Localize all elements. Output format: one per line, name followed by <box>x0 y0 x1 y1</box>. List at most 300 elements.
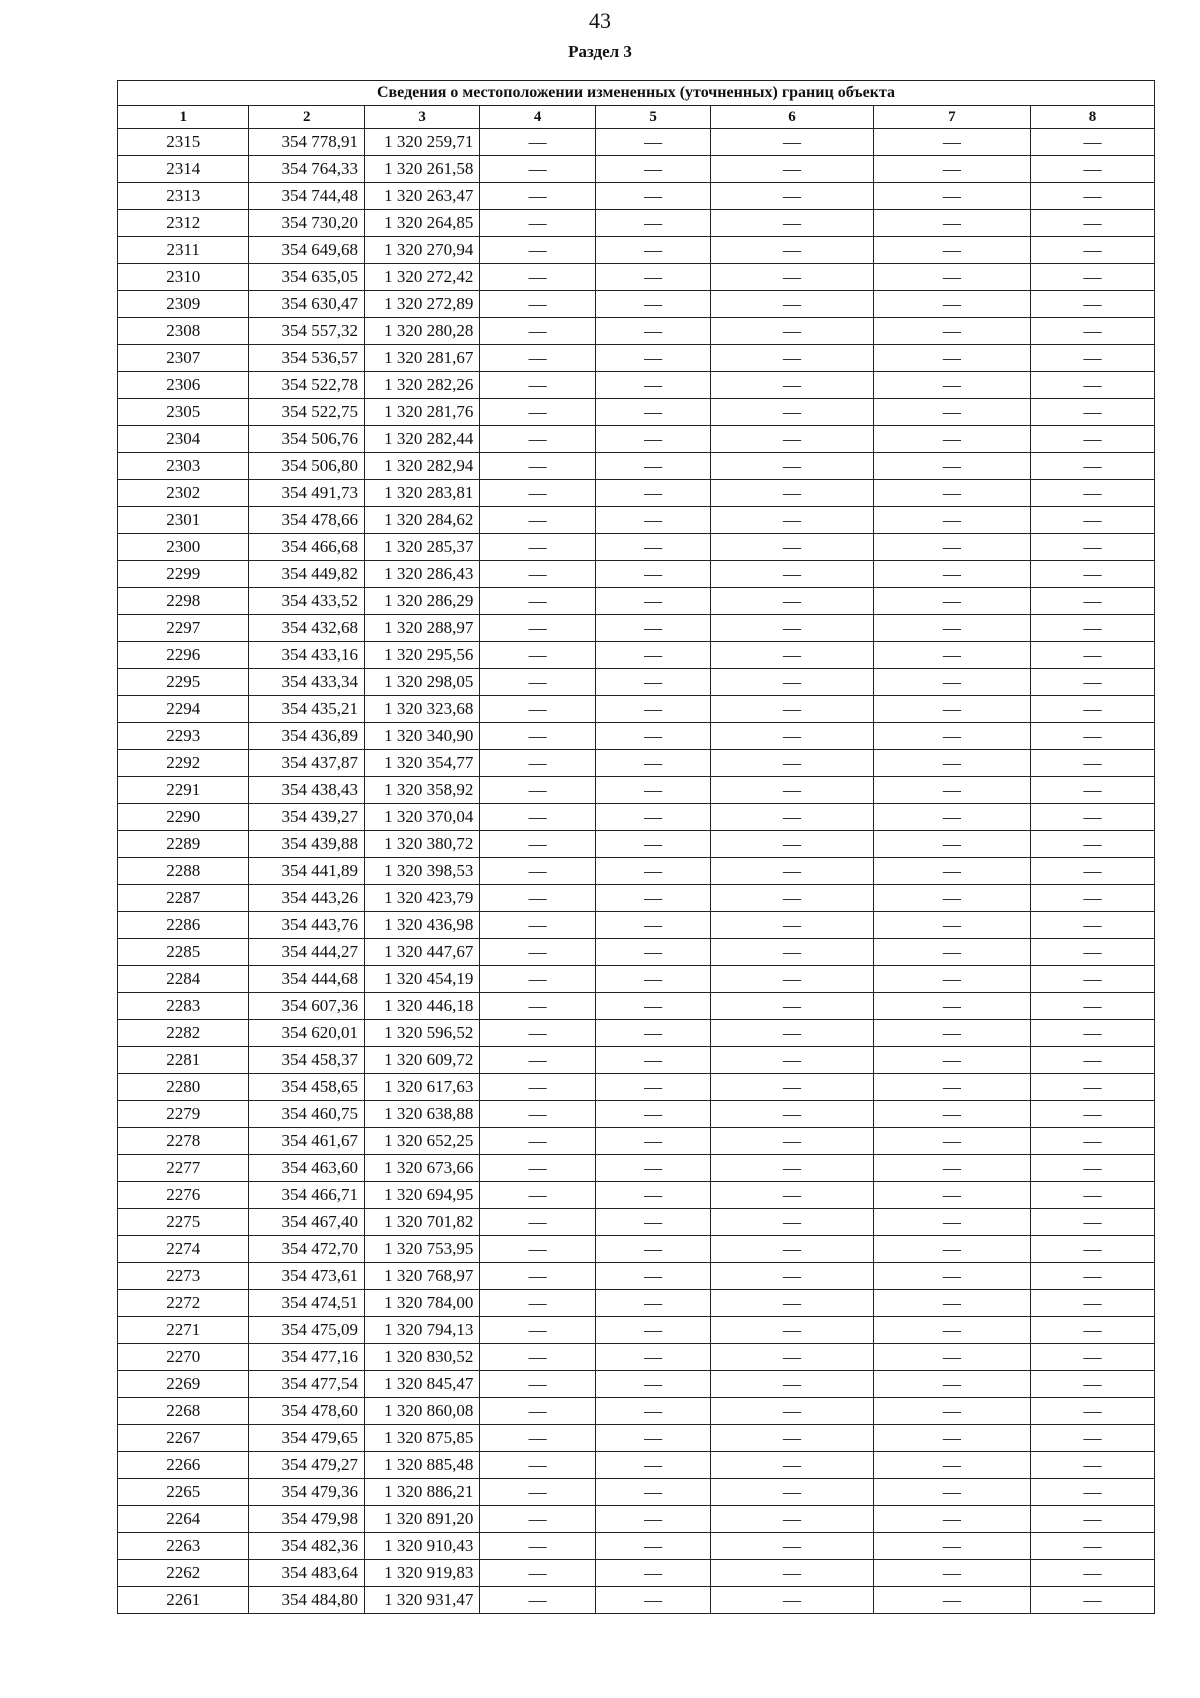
empty-value-cell: — <box>711 1560 873 1587</box>
empty-value-cell: — <box>711 1398 873 1425</box>
y-coordinate-cell: 1 320 652,25 <box>364 1128 479 1155</box>
point-number-cell: 2301 <box>118 507 249 534</box>
empty-value-cell: — <box>711 777 873 804</box>
empty-value-cell: — <box>480 426 595 453</box>
empty-value-cell: — <box>873 642 1030 669</box>
x-coordinate-cell: 354 432,68 <box>249 615 364 642</box>
empty-value-cell: — <box>595 804 710 831</box>
empty-value-cell: — <box>595 453 710 480</box>
empty-value-cell: — <box>480 534 595 561</box>
empty-value-cell: — <box>595 1452 710 1479</box>
point-number-cell: 2307 <box>118 345 249 372</box>
empty-value-cell: — <box>480 993 595 1020</box>
table-row <box>118 1587 1155 1614</box>
empty-value-cell: — <box>1030 453 1154 480</box>
empty-value-cell: — <box>595 1290 710 1317</box>
empty-value-cell: — <box>711 1533 873 1560</box>
point-number-cell: 2299 <box>118 561 249 588</box>
table-row <box>118 480 1155 507</box>
x-coordinate-cell: 354 466,71 <box>249 1182 364 1209</box>
empty-value-cell: — <box>711 264 873 291</box>
empty-value-cell: — <box>480 1344 595 1371</box>
empty-value-cell: — <box>480 669 595 696</box>
x-coordinate-cell: 354 477,16 <box>249 1344 364 1371</box>
point-number-cell: 2294 <box>118 696 249 723</box>
point-number-cell: 2282 <box>118 1020 249 1047</box>
point-number-cell: 2289 <box>118 831 249 858</box>
x-coordinate-cell: 354 474,51 <box>249 1290 364 1317</box>
empty-value-cell: — <box>873 858 1030 885</box>
empty-value-cell: — <box>595 696 710 723</box>
empty-value-cell: — <box>480 1560 595 1587</box>
empty-value-cell: — <box>873 1344 1030 1371</box>
column-number: 2 <box>249 106 364 129</box>
y-coordinate-cell: 1 320 768,97 <box>364 1263 479 1290</box>
empty-value-cell: — <box>873 615 1030 642</box>
x-coordinate-cell: 354 473,61 <box>249 1263 364 1290</box>
empty-value-cell: — <box>1030 372 1154 399</box>
empty-value-cell: — <box>873 318 1030 345</box>
empty-value-cell: — <box>711 534 873 561</box>
y-coordinate-cell: 1 320 794,13 <box>364 1317 479 1344</box>
empty-value-cell: — <box>1030 1209 1154 1236</box>
empty-value-cell: — <box>711 912 873 939</box>
x-coordinate-cell: 354 778,91 <box>249 129 364 156</box>
table-row <box>118 1398 1155 1425</box>
empty-value-cell: — <box>711 831 873 858</box>
x-coordinate-cell: 354 479,27 <box>249 1452 364 1479</box>
empty-value-cell: — <box>711 1020 873 1047</box>
table-row <box>118 534 1155 561</box>
y-coordinate-cell: 1 320 283,81 <box>364 480 479 507</box>
empty-value-cell: — <box>480 237 595 264</box>
point-number-cell: 2300 <box>118 534 249 561</box>
empty-value-cell: — <box>873 1074 1030 1101</box>
point-number-cell: 2279 <box>118 1101 249 1128</box>
empty-value-cell: — <box>873 561 1030 588</box>
table-row <box>118 993 1155 1020</box>
empty-value-cell: — <box>595 1371 710 1398</box>
empty-value-cell: — <box>873 1155 1030 1182</box>
empty-value-cell: — <box>595 156 710 183</box>
y-coordinate-cell: 1 320 281,67 <box>364 345 479 372</box>
x-coordinate-cell: 354 461,67 <box>249 1128 364 1155</box>
empty-value-cell: — <box>873 1101 1030 1128</box>
empty-value-cell: — <box>595 399 710 426</box>
empty-value-cell: — <box>595 615 710 642</box>
empty-value-cell: — <box>873 1128 1030 1155</box>
point-number-cell: 2273 <box>118 1263 249 1290</box>
empty-value-cell: — <box>711 237 873 264</box>
x-coordinate-cell: 354 484,80 <box>249 1587 364 1614</box>
table-row <box>118 399 1155 426</box>
empty-value-cell: — <box>711 1155 873 1182</box>
x-coordinate-cell: 354 433,52 <box>249 588 364 615</box>
empty-value-cell: — <box>1030 777 1154 804</box>
y-coordinate-cell: 1 320 286,43 <box>364 561 479 588</box>
point-number-cell: 2285 <box>118 939 249 966</box>
table-row <box>118 1452 1155 1479</box>
point-number-cell: 2314 <box>118 156 249 183</box>
empty-value-cell: — <box>1030 345 1154 372</box>
table-row <box>118 1479 1155 1506</box>
empty-value-cell: — <box>711 669 873 696</box>
empty-value-cell: — <box>595 669 710 696</box>
empty-value-cell: — <box>711 966 873 993</box>
empty-value-cell: — <box>873 1047 1030 1074</box>
y-coordinate-cell: 1 320 380,72 <box>364 831 479 858</box>
y-coordinate-cell: 1 320 288,97 <box>364 615 479 642</box>
table-row <box>118 831 1155 858</box>
y-coordinate-cell: 1 320 694,95 <box>364 1182 479 1209</box>
empty-value-cell: — <box>480 1479 595 1506</box>
point-number-cell: 2261 <box>118 1587 249 1614</box>
empty-value-cell: — <box>480 1317 595 1344</box>
empty-value-cell: — <box>711 1047 873 1074</box>
empty-value-cell: — <box>711 480 873 507</box>
empty-value-cell: — <box>595 1398 710 1425</box>
x-coordinate-cell: 354 439,88 <box>249 831 364 858</box>
point-number-cell: 2290 <box>118 804 249 831</box>
table-row <box>118 156 1155 183</box>
x-coordinate-cell: 354 557,32 <box>249 318 364 345</box>
empty-value-cell: — <box>711 372 873 399</box>
empty-value-cell: — <box>711 1182 873 1209</box>
empty-value-cell: — <box>1030 1236 1154 1263</box>
x-coordinate-cell: 354 635,05 <box>249 264 364 291</box>
empty-value-cell: — <box>480 1047 595 1074</box>
empty-value-cell: — <box>1030 1020 1154 1047</box>
empty-value-cell: — <box>1030 1533 1154 1560</box>
empty-value-cell: — <box>1030 642 1154 669</box>
x-coordinate-cell: 354 443,26 <box>249 885 364 912</box>
empty-value-cell: — <box>873 1209 1030 1236</box>
empty-value-cell: — <box>595 237 710 264</box>
table-row <box>118 939 1155 966</box>
x-coordinate-cell: 354 506,80 <box>249 453 364 480</box>
empty-value-cell: — <box>595 588 710 615</box>
empty-value-cell: — <box>873 345 1030 372</box>
empty-value-cell: — <box>595 1533 710 1560</box>
point-number-cell: 2286 <box>118 912 249 939</box>
empty-value-cell: — <box>873 831 1030 858</box>
empty-value-cell: — <box>595 966 710 993</box>
empty-value-cell: — <box>873 669 1030 696</box>
empty-value-cell: — <box>1030 1047 1154 1074</box>
empty-value-cell: — <box>480 318 595 345</box>
x-coordinate-cell: 354 433,16 <box>249 642 364 669</box>
empty-value-cell: — <box>480 1209 595 1236</box>
empty-value-cell: — <box>595 345 710 372</box>
y-coordinate-cell: 1 320 617,63 <box>364 1074 479 1101</box>
empty-value-cell: — <box>873 723 1030 750</box>
table-row <box>118 1020 1155 1047</box>
empty-value-cell: — <box>1030 750 1154 777</box>
point-number-cell: 2304 <box>118 426 249 453</box>
x-coordinate-cell: 354 441,89 <box>249 858 364 885</box>
empty-value-cell: — <box>480 1236 595 1263</box>
empty-value-cell: — <box>711 291 873 318</box>
x-coordinate-cell: 354 438,43 <box>249 777 364 804</box>
empty-value-cell: — <box>711 1128 873 1155</box>
x-coordinate-cell: 354 433,34 <box>249 669 364 696</box>
empty-value-cell: — <box>480 1074 595 1101</box>
table-row <box>118 750 1155 777</box>
table-row <box>118 588 1155 615</box>
point-number-cell: 2312 <box>118 210 249 237</box>
empty-value-cell: — <box>480 291 595 318</box>
table-caption: Сведения о местоположении измененных (уточненных) границ объекта <box>118 81 1155 106</box>
point-number-cell: 2306 <box>118 372 249 399</box>
x-coordinate-cell: 354 467,40 <box>249 1209 364 1236</box>
table-row <box>118 966 1155 993</box>
empty-value-cell: — <box>480 183 595 210</box>
point-number-cell: 2295 <box>118 669 249 696</box>
x-coordinate-cell: 354 483,64 <box>249 1560 364 1587</box>
empty-value-cell: — <box>595 1263 710 1290</box>
point-number-cell: 2308 <box>118 318 249 345</box>
y-coordinate-cell: 1 320 784,00 <box>364 1290 479 1317</box>
y-coordinate-cell: 1 320 638,88 <box>364 1101 479 1128</box>
empty-value-cell: — <box>1030 426 1154 453</box>
table-row <box>118 318 1155 345</box>
point-number-cell: 2291 <box>118 777 249 804</box>
empty-value-cell: — <box>711 696 873 723</box>
empty-value-cell: — <box>480 885 595 912</box>
empty-value-cell: — <box>873 291 1030 318</box>
empty-value-cell: — <box>1030 1317 1154 1344</box>
column-number: 8 <box>1030 106 1154 129</box>
empty-value-cell: — <box>1030 480 1154 507</box>
x-coordinate-cell: 354 444,68 <box>249 966 364 993</box>
y-coordinate-cell: 1 320 931,47 <box>364 1587 479 1614</box>
point-number-cell: 2287 <box>118 885 249 912</box>
empty-value-cell: — <box>1030 534 1154 561</box>
empty-value-cell: — <box>1030 615 1154 642</box>
empty-value-cell: — <box>873 1479 1030 1506</box>
empty-value-cell: — <box>1030 1101 1154 1128</box>
empty-value-cell: — <box>480 1182 595 1209</box>
table-row <box>118 237 1155 264</box>
empty-value-cell: — <box>595 480 710 507</box>
x-coordinate-cell: 354 463,60 <box>249 1155 364 1182</box>
empty-value-cell: — <box>873 966 1030 993</box>
empty-value-cell: — <box>1030 1155 1154 1182</box>
empty-value-cell: — <box>1030 1506 1154 1533</box>
empty-value-cell: — <box>711 1479 873 1506</box>
empty-value-cell: — <box>595 1317 710 1344</box>
empty-value-cell: — <box>595 1560 710 1587</box>
table-body <box>118 129 1155 1614</box>
table-row <box>118 1317 1155 1344</box>
table-row <box>118 1371 1155 1398</box>
empty-value-cell: — <box>711 1425 873 1452</box>
empty-value-cell: — <box>480 750 595 777</box>
empty-value-cell: — <box>873 1560 1030 1587</box>
table-row <box>118 696 1155 723</box>
column-number: 3 <box>364 106 479 129</box>
empty-value-cell: — <box>1030 1074 1154 1101</box>
point-number-cell: 2266 <box>118 1452 249 1479</box>
empty-value-cell: — <box>1030 237 1154 264</box>
table-row <box>118 1344 1155 1371</box>
y-coordinate-cell: 1 320 753,95 <box>364 1236 479 1263</box>
empty-value-cell: — <box>480 372 595 399</box>
empty-value-cell: — <box>480 1128 595 1155</box>
table-row <box>118 183 1155 210</box>
table-row <box>118 642 1155 669</box>
empty-value-cell: — <box>480 453 595 480</box>
y-coordinate-cell: 1 320 885,48 <box>364 1452 479 1479</box>
empty-value-cell: — <box>480 642 595 669</box>
y-coordinate-cell: 1 320 886,21 <box>364 1479 479 1506</box>
empty-value-cell: — <box>595 507 710 534</box>
empty-value-cell: — <box>480 156 595 183</box>
empty-value-cell: — <box>873 993 1030 1020</box>
empty-value-cell: — <box>480 777 595 804</box>
empty-value-cell: — <box>873 1452 1030 1479</box>
empty-value-cell: — <box>595 561 710 588</box>
table-row <box>118 426 1155 453</box>
empty-value-cell: — <box>873 939 1030 966</box>
y-coordinate-cell: 1 320 284,62 <box>364 507 479 534</box>
empty-value-cell: — <box>873 210 1030 237</box>
empty-value-cell: — <box>1030 966 1154 993</box>
empty-value-cell: — <box>1030 1290 1154 1317</box>
x-coordinate-cell: 354 620,01 <box>249 1020 364 1047</box>
empty-value-cell: — <box>711 588 873 615</box>
x-coordinate-cell: 354 443,76 <box>249 912 364 939</box>
empty-value-cell: — <box>711 345 873 372</box>
empty-value-cell: — <box>595 939 710 966</box>
empty-value-cell: — <box>873 1290 1030 1317</box>
empty-value-cell: — <box>1030 858 1154 885</box>
x-coordinate-cell: 354 479,65 <box>249 1425 364 1452</box>
empty-value-cell: — <box>873 696 1030 723</box>
column-number: 1 <box>118 106 249 129</box>
table-row <box>118 1533 1155 1560</box>
empty-value-cell: — <box>873 1398 1030 1425</box>
column-number: 4 <box>480 106 595 129</box>
y-coordinate-cell: 1 320 259,71 <box>364 129 479 156</box>
table-row <box>118 129 1155 156</box>
column-number: 5 <box>595 106 710 129</box>
empty-value-cell: — <box>1030 831 1154 858</box>
point-number-cell: 2274 <box>118 1236 249 1263</box>
empty-value-cell: — <box>595 318 710 345</box>
y-coordinate-cell: 1 320 286,29 <box>364 588 479 615</box>
table-row <box>118 453 1155 480</box>
empty-value-cell: — <box>1030 1425 1154 1452</box>
y-coordinate-cell: 1 320 272,89 <box>364 291 479 318</box>
x-coordinate-cell: 354 482,36 <box>249 1533 364 1560</box>
x-coordinate-cell: 354 478,66 <box>249 507 364 534</box>
table-row <box>118 1047 1155 1074</box>
point-number-cell: 2277 <box>118 1155 249 1182</box>
y-coordinate-cell: 1 320 596,52 <box>364 1020 479 1047</box>
empty-value-cell: — <box>480 480 595 507</box>
table-row <box>118 1128 1155 1155</box>
empty-value-cell: — <box>873 183 1030 210</box>
empty-value-cell: — <box>711 993 873 1020</box>
empty-value-cell: — <box>873 804 1030 831</box>
empty-value-cell: — <box>480 723 595 750</box>
x-coordinate-cell: 354 458,37 <box>249 1047 364 1074</box>
empty-value-cell: — <box>480 1020 595 1047</box>
table-row <box>118 345 1155 372</box>
column-number-row <box>118 106 1155 129</box>
y-coordinate-cell: 1 320 261,58 <box>364 156 479 183</box>
x-coordinate-cell: 354 439,27 <box>249 804 364 831</box>
point-number-cell: 2284 <box>118 966 249 993</box>
y-coordinate-cell: 1 320 295,56 <box>364 642 479 669</box>
point-number-cell: 2309 <box>118 291 249 318</box>
table-row <box>118 1101 1155 1128</box>
empty-value-cell: — <box>873 1371 1030 1398</box>
empty-value-cell: — <box>595 1128 710 1155</box>
empty-value-cell: — <box>480 1398 595 1425</box>
point-number-cell: 2313 <box>118 183 249 210</box>
empty-value-cell: — <box>595 642 710 669</box>
x-coordinate-cell: 354 536,57 <box>249 345 364 372</box>
empty-value-cell: — <box>480 399 595 426</box>
y-coordinate-cell: 1 320 910,43 <box>364 1533 479 1560</box>
point-number-cell: 2311 <box>118 237 249 264</box>
y-coordinate-cell: 1 320 673,66 <box>364 1155 479 1182</box>
table-row <box>118 615 1155 642</box>
empty-value-cell: — <box>1030 399 1154 426</box>
x-coordinate-cell: 354 630,47 <box>249 291 364 318</box>
table-row <box>118 1506 1155 1533</box>
empty-value-cell: — <box>873 1236 1030 1263</box>
x-coordinate-cell: 354 479,36 <box>249 1479 364 1506</box>
empty-value-cell: — <box>711 426 873 453</box>
y-coordinate-cell: 1 320 280,28 <box>364 318 479 345</box>
empty-value-cell: — <box>595 1101 710 1128</box>
point-number-cell: 2278 <box>118 1128 249 1155</box>
point-number-cell: 2310 <box>118 264 249 291</box>
empty-value-cell: — <box>1030 723 1154 750</box>
section-title: Раздел 3 <box>568 42 632 61</box>
point-number-cell: 2263 <box>118 1533 249 1560</box>
empty-value-cell: — <box>1030 1263 1154 1290</box>
y-coordinate-cell: 1 320 860,08 <box>364 1398 479 1425</box>
empty-value-cell: — <box>480 1155 595 1182</box>
y-coordinate-cell: 1 320 830,52 <box>364 1344 479 1371</box>
table-row <box>118 1209 1155 1236</box>
empty-value-cell: — <box>595 1155 710 1182</box>
table-row <box>118 912 1155 939</box>
point-number-cell: 2288 <box>118 858 249 885</box>
empty-value-cell: — <box>595 777 710 804</box>
empty-value-cell: — <box>1030 804 1154 831</box>
empty-value-cell: — <box>873 1587 1030 1614</box>
empty-value-cell: — <box>595 1074 710 1101</box>
empty-value-cell: — <box>711 750 873 777</box>
empty-value-cell: — <box>711 156 873 183</box>
empty-value-cell: — <box>1030 1128 1154 1155</box>
empty-value-cell: — <box>595 264 710 291</box>
point-number-cell: 2303 <box>118 453 249 480</box>
empty-value-cell: — <box>711 939 873 966</box>
point-number-cell: 2296 <box>118 642 249 669</box>
empty-value-cell: — <box>595 1587 710 1614</box>
empty-value-cell: — <box>711 1236 873 1263</box>
x-coordinate-cell: 354 475,09 <box>249 1317 364 1344</box>
y-coordinate-cell: 1 320 282,26 <box>364 372 479 399</box>
point-number-cell: 2272 <box>118 1290 249 1317</box>
empty-value-cell: — <box>480 1425 595 1452</box>
